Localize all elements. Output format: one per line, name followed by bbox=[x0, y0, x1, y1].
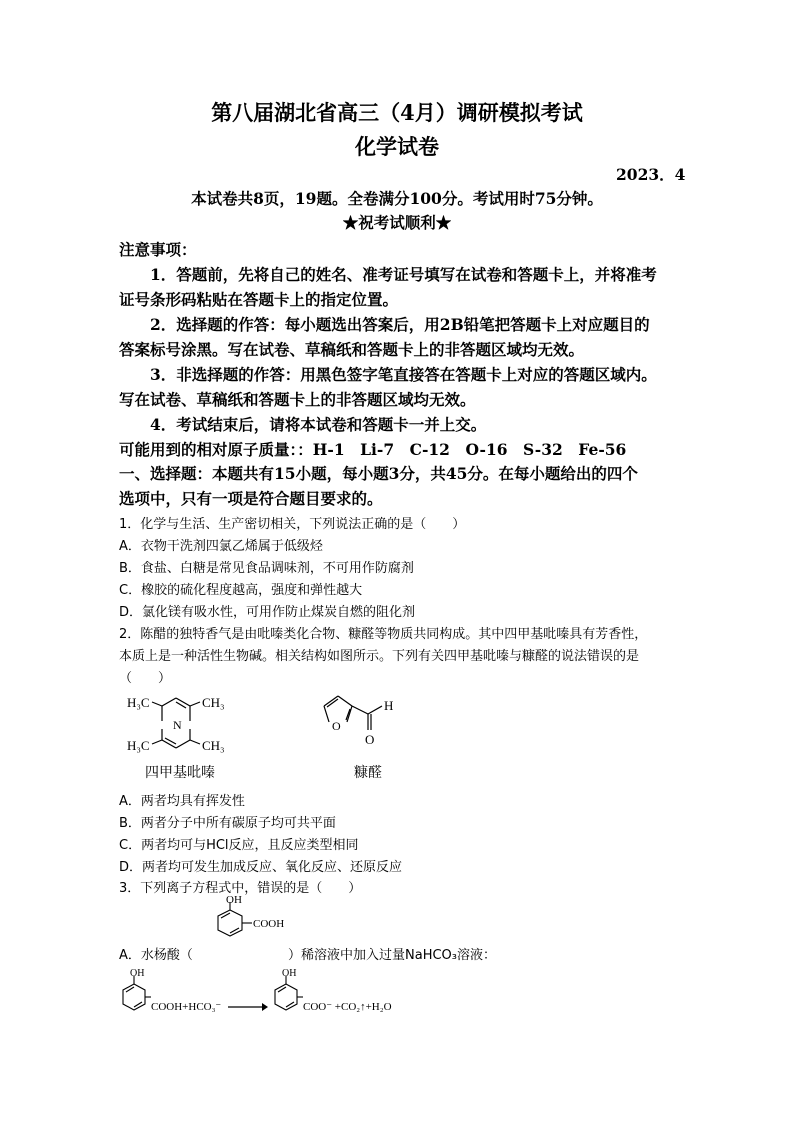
notes-heading: 注意事项： bbox=[119, 240, 197, 259]
svg-text:OH: OH bbox=[282, 968, 297, 979]
note-1-line-2: 证号条形码粘贴在答题卡上的指定位置。 bbox=[119, 290, 399, 309]
equation-left-side: COOH+HCO₃⁻ bbox=[151, 1001, 222, 1013]
svg-text:O: O bbox=[332, 719, 341, 733]
q3-option-a-prefix: A．水杨酸（ bbox=[119, 948, 193, 963]
equation-right-side: COO⁻ +CO₂↑+H₂O bbox=[303, 1001, 392, 1013]
label-tetramethylpyrazine: 四甲基吡嗪 bbox=[145, 765, 215, 781]
svg-text:OH: OH bbox=[130, 968, 145, 979]
svg-text:CH₃: CH₃ bbox=[202, 738, 225, 753]
svg-text:H: H bbox=[384, 698, 394, 713]
blessing: ★祝考试顺利★ bbox=[342, 213, 452, 232]
reaction-arrow-icon bbox=[226, 1001, 268, 1013]
svg-text:CH₃: CH₃ bbox=[202, 695, 225, 710]
phenol-ring-left bbox=[118, 968, 152, 1018]
section-1-line-2: 选项中，只有一项是符合题目要求的。 bbox=[119, 489, 383, 508]
note-1-line-1: 1．答题前，先将自己的姓名、准考证号填写在试卷和答题卡上，并将准考 bbox=[150, 265, 657, 284]
note-2-line-2: 答案标号涂黑。写在试卷、草稿纸和答题卡上的非答题区域均无效。 bbox=[119, 340, 585, 359]
q3-option-a-suffix: ）稀溶液中加入过量NaHCO₃溶液： bbox=[288, 948, 496, 963]
q1-option-d: D．氯化镁有吸水性，可用作防止煤炭自燃的阻化剂 bbox=[119, 605, 416, 620]
atomic-masses: 可能用到的相对原子质量：：H-1 Li-7 C-12 O-16 S-32 Fe-56 bbox=[119, 440, 627, 459]
svg-text:COOH: COOH bbox=[253, 918, 285, 930]
q2-option-b: B．两者分子中所有碳原子均可共平面 bbox=[119, 816, 336, 831]
q1-stem: 1．化学与生活、生产密切相关，下列说法正确的是（ ） bbox=[119, 517, 466, 532]
exam-info: 本试卷共8页，19题。全卷满分100分。考试用时75分钟。 bbox=[191, 189, 603, 208]
q2-stem-line-2: 本质上是一种活性生物碱。相关结构如图所示。下列有关四甲基吡嗪与糠醛的说法错误的是 bbox=[119, 649, 640, 664]
svg-text:O: O bbox=[365, 732, 375, 747]
q2-paren: （ ） bbox=[119, 671, 172, 686]
exam-title: 第八届湖北省高三（4月）调研模拟考试 bbox=[211, 100, 583, 125]
label-furfural: 糠醛 bbox=[354, 765, 382, 781]
exam-subtitle: 化学试卷 bbox=[355, 134, 439, 159]
note-4: 4．考试结束后，请将本试卷和答题卡一并上交。 bbox=[150, 415, 487, 434]
section-1-line-1: 一、选择题：本题共有15小题，每小题3分，共45分。在每小题给出的四个 bbox=[119, 464, 638, 483]
q2-option-d: D．两者均可发生加成反应、氧化反应、还原反应 bbox=[119, 860, 403, 875]
svg-text:N: N bbox=[173, 718, 182, 732]
phenol-ring-right bbox=[270, 968, 304, 1018]
svg-text:H₃C: H₃C bbox=[127, 695, 150, 710]
q1-option-a: A．衣物干洗剂四氯乙烯属于低级烃 bbox=[119, 539, 323, 554]
salicylic-acid-structure bbox=[196, 896, 292, 960]
q2-option-a: A．两者均具有挥发性 bbox=[119, 794, 245, 809]
exam-date: 2023．4 bbox=[616, 165, 686, 184]
q2-option-c: C．两者均可与HCl反应，且反应类型相同 bbox=[119, 838, 359, 853]
q2-stem-line-1: 2．陈醋的独特香气是由吡嗪类化合物、糠醛等物质共同构成。其中四甲基吡嗪具有芳香性， bbox=[119, 627, 648, 642]
q1-option-b: B．食盐、白糖是常见食品调味剂，不可用作防腐剂 bbox=[119, 561, 414, 576]
note-3-line-1: 3．非选择题的作答：用黑色签字笔直接答在答题卡上对应的答题区域内。 bbox=[150, 365, 657, 384]
q1-option-c: C．橡胶的硫化程度越高，强度和弹性越大 bbox=[119, 583, 363, 598]
note-2-line-1: 2．选择题的作答：每小题选出答案后，用2B铅笔把答题卡上对应题目的 bbox=[150, 315, 650, 334]
note-3-line-2: 写在试卷、草稿纸和答题卡上的非答题区域均无效。 bbox=[119, 390, 476, 409]
q3-stem: 3．下列离子方程式中，错误的是（ ） bbox=[119, 881, 362, 896]
svg-text:OH: OH bbox=[226, 896, 242, 906]
furfural-structure bbox=[312, 688, 412, 760]
tetramethylpyrazine-structure bbox=[118, 688, 248, 758]
svg-text:H₃C: H₃C bbox=[127, 738, 150, 753]
